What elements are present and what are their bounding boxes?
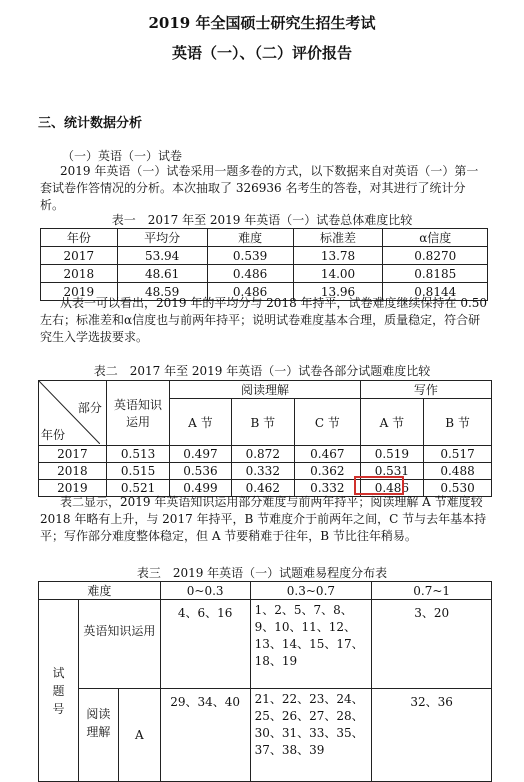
- table-cell: 21、22、23、24、25、26、27、28、30、31、33、35、37、38、39: [250, 689, 372, 782]
- document-title: 2019 年全国硕士研究生招生考试: [148, 14, 376, 32]
- reading-group-header: 阅读理解: [170, 381, 360, 399]
- table1-caption: 表一 2017 年至 2019 年英语（一）试卷总体难度比较: [111, 213, 413, 227]
- table-cell: 13.78: [293, 247, 383, 265]
- table-cell: 0.332: [231, 463, 294, 480]
- table-row: [41, 265, 488, 283]
- table-cell: 13.96: [293, 283, 383, 301]
- corner-label-part: 部分: [77, 401, 102, 415]
- question-number-label: 试题号: [39, 600, 79, 782]
- table3-caption: 表三 2019 年英语（一）试题难易程度分布表: [136, 566, 388, 580]
- table-row: [39, 689, 492, 782]
- table-cell: 0.8144: [383, 283, 488, 301]
- section-a-label: A: [118, 689, 160, 782]
- table-row: [39, 463, 492, 480]
- highlight-box: [354, 476, 404, 495]
- analysis-paragraph-2: 表二显示，2019 年英语知识运用部分难度与前两年持平；阅读理解 A 节难度较 2018 年略有上升，与 2017 年持平，B 节难度介于前两年之间，C 节与去年基本持平；写作部分难度整体稳定，但 A 节要稍难于往年，B 节比往年稍易。: [40, 495, 487, 543]
- reading-c-header: C 节: [295, 399, 361, 446]
- table-cell: 4、6、16: [160, 600, 250, 689]
- table-header-row: [39, 381, 492, 399]
- section-heading: 三、统计数据分析: [38, 116, 143, 131]
- table-cell: 0.872: [231, 446, 294, 463]
- table-cell: 2019: [39, 480, 107, 497]
- corner-label-year: 年份: [41, 428, 66, 442]
- table-cell: 14.00: [293, 265, 383, 283]
- range-high-header: 0.7~1: [372, 582, 492, 600]
- table-row: [39, 600, 492, 689]
- table-cell: 0.539: [207, 247, 293, 265]
- table-cell: 0.8270: [383, 247, 488, 265]
- table-cell: 0.486: [207, 265, 293, 283]
- table-cell: 2019: [41, 283, 118, 301]
- table-cell: 0.499: [170, 480, 231, 497]
- table-header-cell: 标准差: [293, 229, 383, 247]
- writing-b-header: B 节: [424, 399, 492, 446]
- table-cell: 0.486: [207, 283, 293, 301]
- table-cell: 0.462: [231, 480, 294, 497]
- table-cell: 2017: [39, 446, 107, 463]
- table-header-cell: 年份: [41, 229, 118, 247]
- range-low-header: 0~0.3: [160, 582, 250, 600]
- range-mid-header: 0.3~0.7: [250, 582, 372, 600]
- table-cell: 0.513: [106, 446, 169, 463]
- table-cell: 48.61: [117, 265, 207, 283]
- writing-group-header: 写作: [360, 381, 491, 399]
- document-subtitle: 英语（一）、（二）评价报告: [171, 44, 352, 62]
- table-cell: 48.59: [117, 283, 207, 301]
- reading-b-header: B 节: [231, 399, 294, 446]
- table-cell: 0.497: [170, 446, 231, 463]
- table3: [38, 581, 492, 782]
- table-cell: 2017: [41, 247, 118, 265]
- table-cell: 0.531: [360, 463, 423, 480]
- knowledge-header: 英语知识运用: [106, 381, 169, 446]
- table-cell: 0.362: [295, 463, 361, 480]
- table-cell: 2018: [39, 463, 107, 480]
- table-cell: 0.515: [106, 463, 169, 480]
- table-header-cell: α信度: [383, 229, 488, 247]
- table-cell: 0.521: [106, 480, 169, 497]
- table-cell: 2018: [41, 265, 118, 283]
- subsection-heading: （一）英语（一）试卷: [62, 149, 183, 163]
- table-cell: 0.517: [424, 446, 492, 463]
- table-cell: 0.488: [424, 463, 492, 480]
- table-header-row: [41, 229, 488, 247]
- table-cell: 3、20: [372, 600, 492, 689]
- table-header-row: [39, 582, 492, 600]
- table-cell: 1、2、5、7、8、9、10、11、12、13、14、15、17、18、19: [250, 600, 372, 689]
- analysis-paragraph-1: 从表一可以看出，2019 年的平均分与 2018 年持平，试卷难度继续保持在 0.50 左右；标准差和α信度也与前两年持平；说明试卷难度基本合理，质量稳定，符合研究生入学选拔要求。: [40, 296, 488, 344]
- table-cell: 0.530: [424, 480, 492, 497]
- table-cell: 0.536: [170, 463, 231, 480]
- table-cell: 32、36: [372, 689, 492, 782]
- writing-a-header: A 节: [360, 399, 423, 446]
- reading-a-header: A 节: [170, 399, 231, 446]
- difficulty-header: 难度: [39, 582, 161, 600]
- table-header-cell: 难度: [207, 229, 293, 247]
- table-row: [41, 247, 488, 265]
- table-cell: 29、34、40: [160, 689, 250, 782]
- table2: [38, 380, 492, 497]
- table-cell: 53.94: [117, 247, 207, 265]
- table-row: [39, 446, 492, 463]
- table1: [40, 228, 488, 301]
- table-cell: 0.332: [295, 480, 361, 497]
- table2-caption: 表二 2017 年至 2019 年英语（一）试卷各部分试题难度比较: [93, 364, 431, 378]
- knowledge-row-label: 英语知识运用: [78, 600, 160, 689]
- reading-row-label: 阅读理解: [78, 689, 118, 782]
- table-cell: 0.486: [360, 480, 423, 497]
- intro-paragraph: 2019 年英语（一）试卷采用一题多卷的方式，以下数据来自对英语（一）第一套试卷作答情况的分析。本次抽取了 326936 名考生的答卷，对其进行了统计分析。: [40, 164, 479, 212]
- table-cell: 0.8185: [383, 265, 488, 283]
- corner-diagonal-line: [38, 380, 100, 444]
- table-header-cell: 平均分: [117, 229, 207, 247]
- table-cell: 0.467: [295, 446, 361, 463]
- table-cell: 0.519: [360, 446, 423, 463]
